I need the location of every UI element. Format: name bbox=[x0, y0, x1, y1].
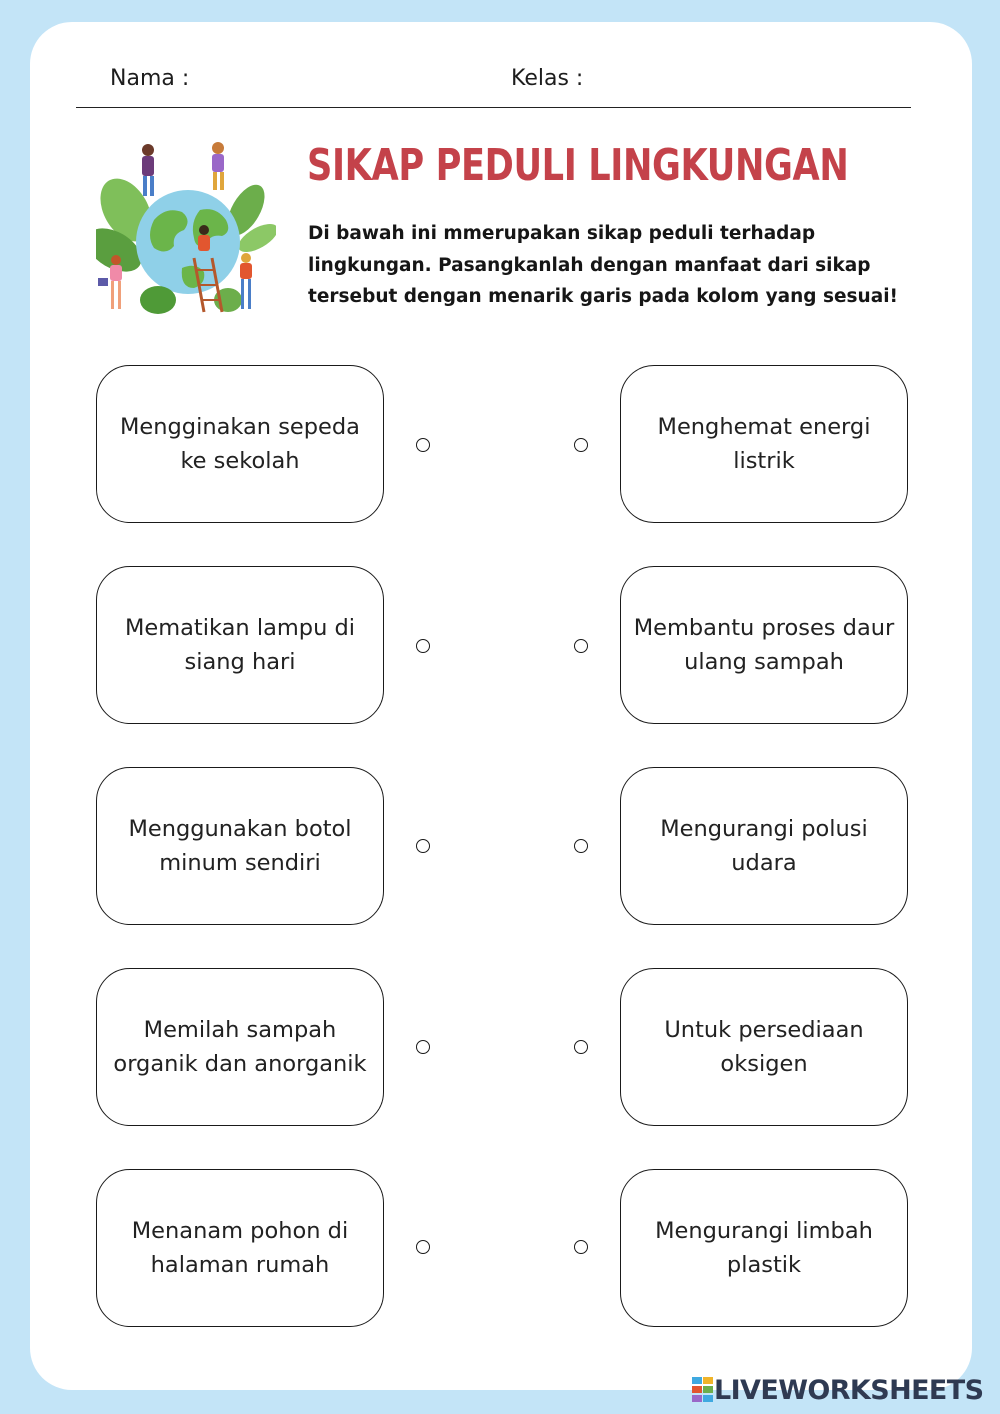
earth-kids-illustration bbox=[96, 140, 276, 324]
logo-blocks-icon bbox=[692, 1377, 714, 1403]
left-item-line: minum sendiri bbox=[159, 850, 321, 876]
globe-icon bbox=[96, 140, 276, 320]
right-item-line: ulang sampah bbox=[684, 649, 844, 675]
left-item-card bbox=[96, 968, 384, 1126]
right-item-line: oksigen bbox=[720, 1051, 808, 1077]
right-match-point[interactable] bbox=[574, 639, 588, 653]
left-match-point[interactable] bbox=[416, 1040, 430, 1054]
left-item-card bbox=[96, 365, 384, 523]
left-match-point[interactable] bbox=[416, 1240, 430, 1254]
right-item-line: udara bbox=[731, 850, 797, 876]
name-label: Nama : bbox=[110, 66, 190, 91]
left-item-card bbox=[96, 767, 384, 925]
left-item-line: Mengginakan sepeda bbox=[120, 414, 360, 440]
page-title: SIKAP PEDULI LINGKUNGAN bbox=[307, 140, 849, 191]
left-item-line: Memilah sampah bbox=[143, 1017, 337, 1043]
instruction-line: Di bawah ini mmerupakan sikap peduli terhadap bbox=[308, 223, 816, 244]
right-item-card bbox=[620, 767, 908, 925]
right-item-line: Mengurangi limbah bbox=[655, 1218, 873, 1244]
left-item-line: Menanam pohon di bbox=[131, 1218, 349, 1244]
right-item-card bbox=[620, 365, 908, 523]
right-match-point[interactable] bbox=[574, 1040, 588, 1054]
instruction-line: lingkungan. Pasangkanlah dengan manfaat dari sikap bbox=[308, 254, 871, 276]
left-match-point[interactable] bbox=[416, 438, 430, 452]
left-item-line: organik dan anorganik bbox=[113, 1051, 367, 1077]
left-match-point[interactable] bbox=[416, 839, 430, 853]
instruction-line: tersebut dengan menarik garis pada kolom yang sesuai! bbox=[308, 286, 898, 307]
right-item-line: Mengurangi polusi bbox=[660, 816, 868, 842]
liveworksheets-logo bbox=[692, 1374, 983, 1406]
left-match-point[interactable] bbox=[416, 639, 430, 653]
left-item-line: Mematikan lampu di bbox=[124, 615, 356, 641]
right-item-line: Menghemat energi bbox=[657, 414, 871, 440]
right-match-point[interactable] bbox=[574, 1240, 588, 1254]
logo-text: LIVEWORKSHEETS bbox=[714, 1374, 984, 1406]
class-label: Kelas : bbox=[511, 66, 584, 91]
right-item-line: Untuk persediaan bbox=[664, 1017, 864, 1043]
right-item-card bbox=[620, 1169, 908, 1327]
right-item-line: plastik bbox=[726, 1252, 802, 1278]
left-item-card bbox=[96, 1169, 384, 1327]
instructions bbox=[308, 218, 918, 313]
header-divider bbox=[76, 107, 911, 108]
right-match-point[interactable] bbox=[574, 839, 588, 853]
left-item-line: siang hari bbox=[184, 649, 296, 675]
left-item-line: Menggunakan botol bbox=[128, 816, 352, 842]
right-item-card bbox=[620, 968, 908, 1126]
left-item-card bbox=[96, 566, 384, 724]
right-item-line: listrik bbox=[733, 448, 795, 474]
left-item-line: ke sekolah bbox=[180, 448, 300, 474]
right-item-card bbox=[620, 566, 908, 724]
right-item-line: Membantu proses daur bbox=[633, 615, 895, 641]
right-match-point[interactable] bbox=[574, 438, 588, 452]
left-item-line: halaman rumah bbox=[150, 1252, 330, 1278]
